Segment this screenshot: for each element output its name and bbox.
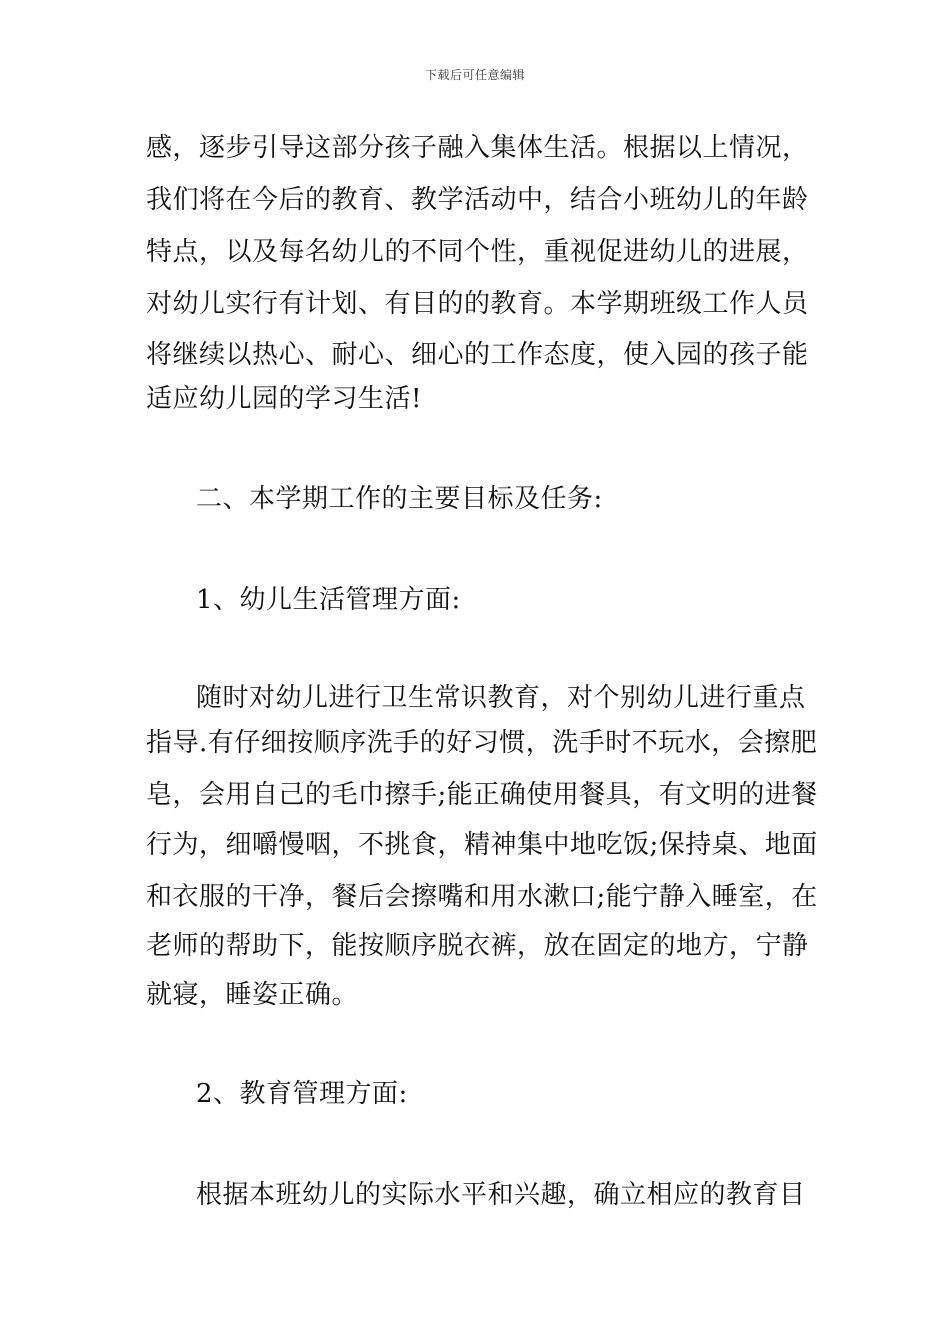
body-line: 皂，会用自己的毛巾擦手;能正确使用餐具，有文明的进餐 xyxy=(146,780,818,810)
body-line: 感，逐步引导这部分孩子融入集体生活。根据以上情况， xyxy=(146,133,809,163)
body-line: 将继续以热心、耐心、细心的工作态度，使入园的孩子能 xyxy=(146,340,809,370)
body-line: 行为，细嚼慢咽，不挑食，精神集中地吃饭;保持桌、地面 xyxy=(146,830,818,860)
page-header: 下载后可任意编辑 xyxy=(424,68,525,82)
body-line: 老师的帮助下，能按顺序脱衣裤，放在固定的地方，宁静 xyxy=(146,931,809,961)
subsection-heading: 1、幼儿生活管理方面: xyxy=(196,585,461,615)
body-line: 特点，以及每名幼儿的不同个性，重视促进幼儿的进展， xyxy=(146,237,809,267)
body-line: 就寝，睡姿正确。 xyxy=(146,980,359,1010)
body-line: 随时对幼儿进行卫生常识教育，对个别幼儿进行重点 xyxy=(196,683,806,713)
body-line: 根据本班幼儿的实际水平和兴趣，确立相应的教育目 xyxy=(196,1180,806,1210)
body-line: 适应幼儿园的学习生活! xyxy=(146,384,422,414)
body-line: 和衣服的干净，餐后会擦嘴和用水漱口;能宁静入睡室，在 xyxy=(146,882,818,912)
body-line: 我们将在今后的教育、教学活动中，结合小班幼儿的年龄 xyxy=(146,185,809,215)
body-line: 指导.有仔细按顺序洗手的好习惯，洗手时不玩水，会擦肥 xyxy=(146,728,818,758)
subsection-heading: 2、教育管理方面: xyxy=(196,1079,408,1109)
body-line: 对幼儿实行有计划、有目的的教育。本学期班级工作人员 xyxy=(146,289,809,319)
section-heading: 二、本学期工作的主要目标及任务: xyxy=(196,484,603,514)
